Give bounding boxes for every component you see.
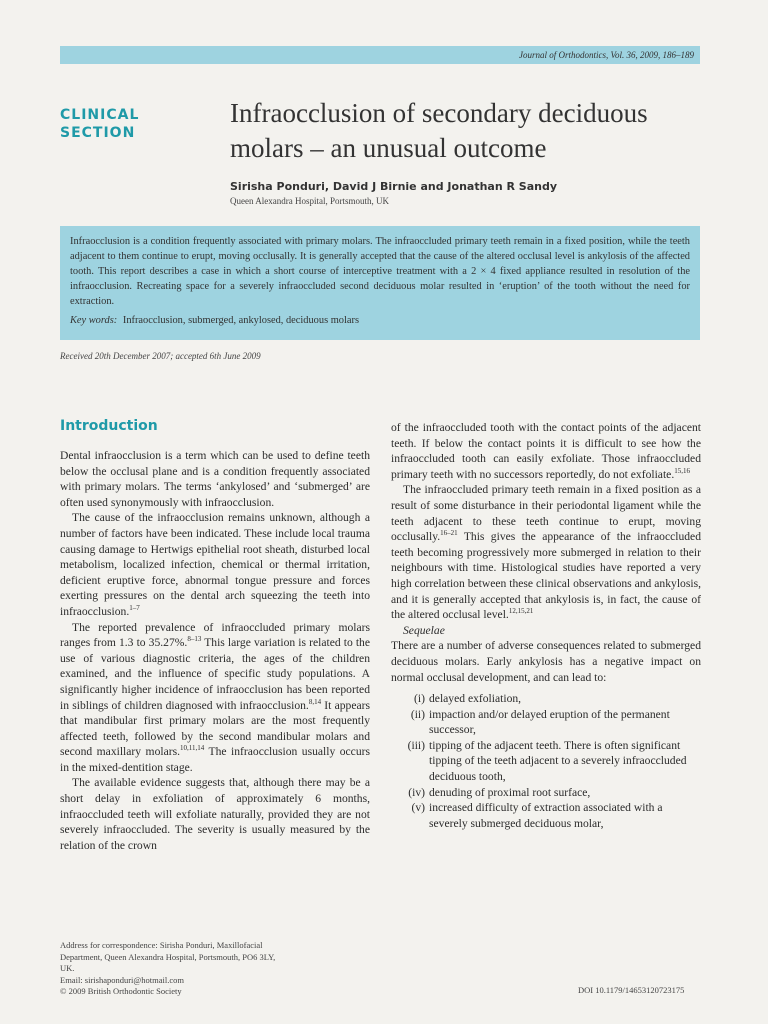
address-line: Email: sirishaponduri@hotmail.com [60,974,184,985]
address-line: Department, Queen Alexandra Hospital, Portsmouth, PO6 3LY, [60,951,276,962]
address-line: Address for correspondence: Sirisha Ponduri, Maxillofacial [60,940,263,950]
right-column [391,420,701,831]
introduction-heading: Introduction [60,418,158,434]
doi: DOI 10.1179/14653120723175 [578,985,685,995]
address-line: UK. [60,963,75,973]
citation-superscript: 8–13 [187,635,202,644]
sequelae-item-text: increased difficulty of extraction associated with a severely submerged deciduous molar, [429,801,663,830]
citation-superscript: 16–21 [440,529,458,538]
sequelae-item-text: impaction and/or delayed eruption of the permanent successor, [429,707,670,737]
sequelae-item-number: (iii) [407,738,425,752]
sequelae-heading: Sequelae [403,623,445,637]
keywords-label: Key words: [70,315,118,326]
citation-superscript: 1–7 [129,604,140,613]
left-column [60,448,370,853]
sequelae-item-text: tipping of the adjacent teeth. There is often significant tipping of the teeth adjacent to a severely infraoccluded deciduous tooth, [429,738,687,784]
sequelae-item [391,738,701,785]
authors: Sirisha Ponduri, David J Birnie and Jonathan R Sandy [230,180,558,193]
citation-superscript: 12,15,21 [508,607,534,616]
sequelae-item [391,691,701,707]
abstract-box [60,226,700,340]
section-label-line-2: SECTION [60,125,136,141]
citation-superscript: 8,14 [308,697,322,706]
right-column-body [391,420,701,623]
sequelae-item-number: (ii) [410,707,425,721]
paragraph: The reported prevalence of infraoccluded primary molars ranges from 1.3 to 35.27%.$^{8-13}$ This large variation is related to the use of various diagnostic criteria, the ages of the children examined, and the influence of specific study populations. A significantly higher incidence of infraocclusion has been reported in siblings of children diagnosed with infraocclusion.$^{8,14}$ It appears that mandibular first primary molars are the most frequently affected teeth, followed by the second mandibular molars and second maxillary molars.$^{10,11,14}$ The infraocclusion usually occurs in the mixed-dentition stage. [60,620,371,774]
citation-superscript: 10,11,14 [180,744,205,753]
sequelae-item [391,785,701,801]
abstract-text: Infraocclusion is a condition frequently associated with primary molars. The infraoccluded primary teeth remain in a fixed position, while the teeth adjacent to them continue to erupt, moving occlusally. It is generally accepted that the cause of the altered occlusal level is ankylosis of the affected tooth. This report describes a case in which a short course of interceptive treatment with a 2 × 4 fixed appliance resulted in resolution of the infraocclusion. Recreating space for a severely infraoccluded second deciduous molar resulted in ‘eruption’ of the tooth without the need for extraction. [70,236,690,307]
correspondence-address [60,940,360,998]
received-date: Received 20th December 2007; accepted 6th June 2009 [60,351,261,361]
paragraph: of the infraoccluded tooth with the contact points of the adjacent teeth. If below the contact points it is difficult to see how the infraoccluded tooth can easily exfoliate. Those infraoccluded primary teeth with no successors reportedly, do not exfoliate.$^{15,16}$ [391,421,701,481]
sequelae-item-text: delayed exfoliation, [429,692,522,706]
citation-superscript: 15,16 [674,466,690,475]
keywords-text: Infraocclusion, submerged, ankylosed, deciduous molars [122,315,359,326]
sequelae-item [391,800,701,831]
paragraph: The available evidence suggests that, although there may be a short delay in exfoliation of approximately 6 months, infraoccluded teeth will exfoliate naturally, provided they are not severely infraoccluded. The severity is usually measured by the relation of the crown [60,776,370,852]
paragraph: The cause of the infraocclusion remains unknown, although a number of factors have been indicated. These include local trauma causing damage to Hertwigs epithelial root sheath, disturbed local metabolism, localized infection, chemical or thermal irritation, deficient eruptive force, abnormal tongue pressure and forces exerting pressures on the dental arch squeezing the teeth into infraocclusion.$^{1-7}$ [60,511,370,618]
address-line: © 2009 British Orthodontic Society [60,986,182,996]
paragraph: The infraoccluded primary teeth remain in a fixed position as a result of some disturbance in their periodontal ligament while the teeth adjacent to these teeth continue to erupt, moving occlusally.$^{16-21}$ This gives the appearance of the infraoccluded teeth becoming progressively more submerged in relation to their neighbours with time. Histological studies have reported a very high correlation between these clinical observations and ankylosis, and it is generally accepted that ankylosis is, in fact, the cause of the altered occlusal level.$^{12,15,21}$ [391,483,701,622]
sequelae-item-text: denuding of proximal root surface, [429,785,591,799]
sequelae-item-number: (iv) [408,785,425,799]
sequelae-item [391,707,701,738]
paragraph: Dental infraocclusion is a term which can be used to define teeth below the occlusal plane and is a condition frequently associated with primary molars. The terms ‘ankylosed’ and ‘submerged’ are often used synonymously with infraocclusion. [60,449,370,509]
sequelae-item-number: (v) [411,801,425,815]
sequelae-intro: There are a number of adverse consequences related to submerged deciduous molars. Early ankylosis has a negative impact on normal occlusal development, and can lead to: [391,639,701,684]
sequelae-item-number: (i) [414,692,425,706]
keywords [70,313,690,328]
article-title: Infraocclusion of secondary deciduous molars – an unusual outcome [230,98,648,163]
journal-header: Journal of Orthodontics, Vol. 36, 2009, 186–189 [60,46,700,64]
sequelae-list [391,691,701,831]
section-label [60,106,139,142]
section-label-line-1: CLINICAL [60,107,140,123]
affiliation: Queen Alexandra Hospital, Portsmouth, UK [230,196,389,206]
